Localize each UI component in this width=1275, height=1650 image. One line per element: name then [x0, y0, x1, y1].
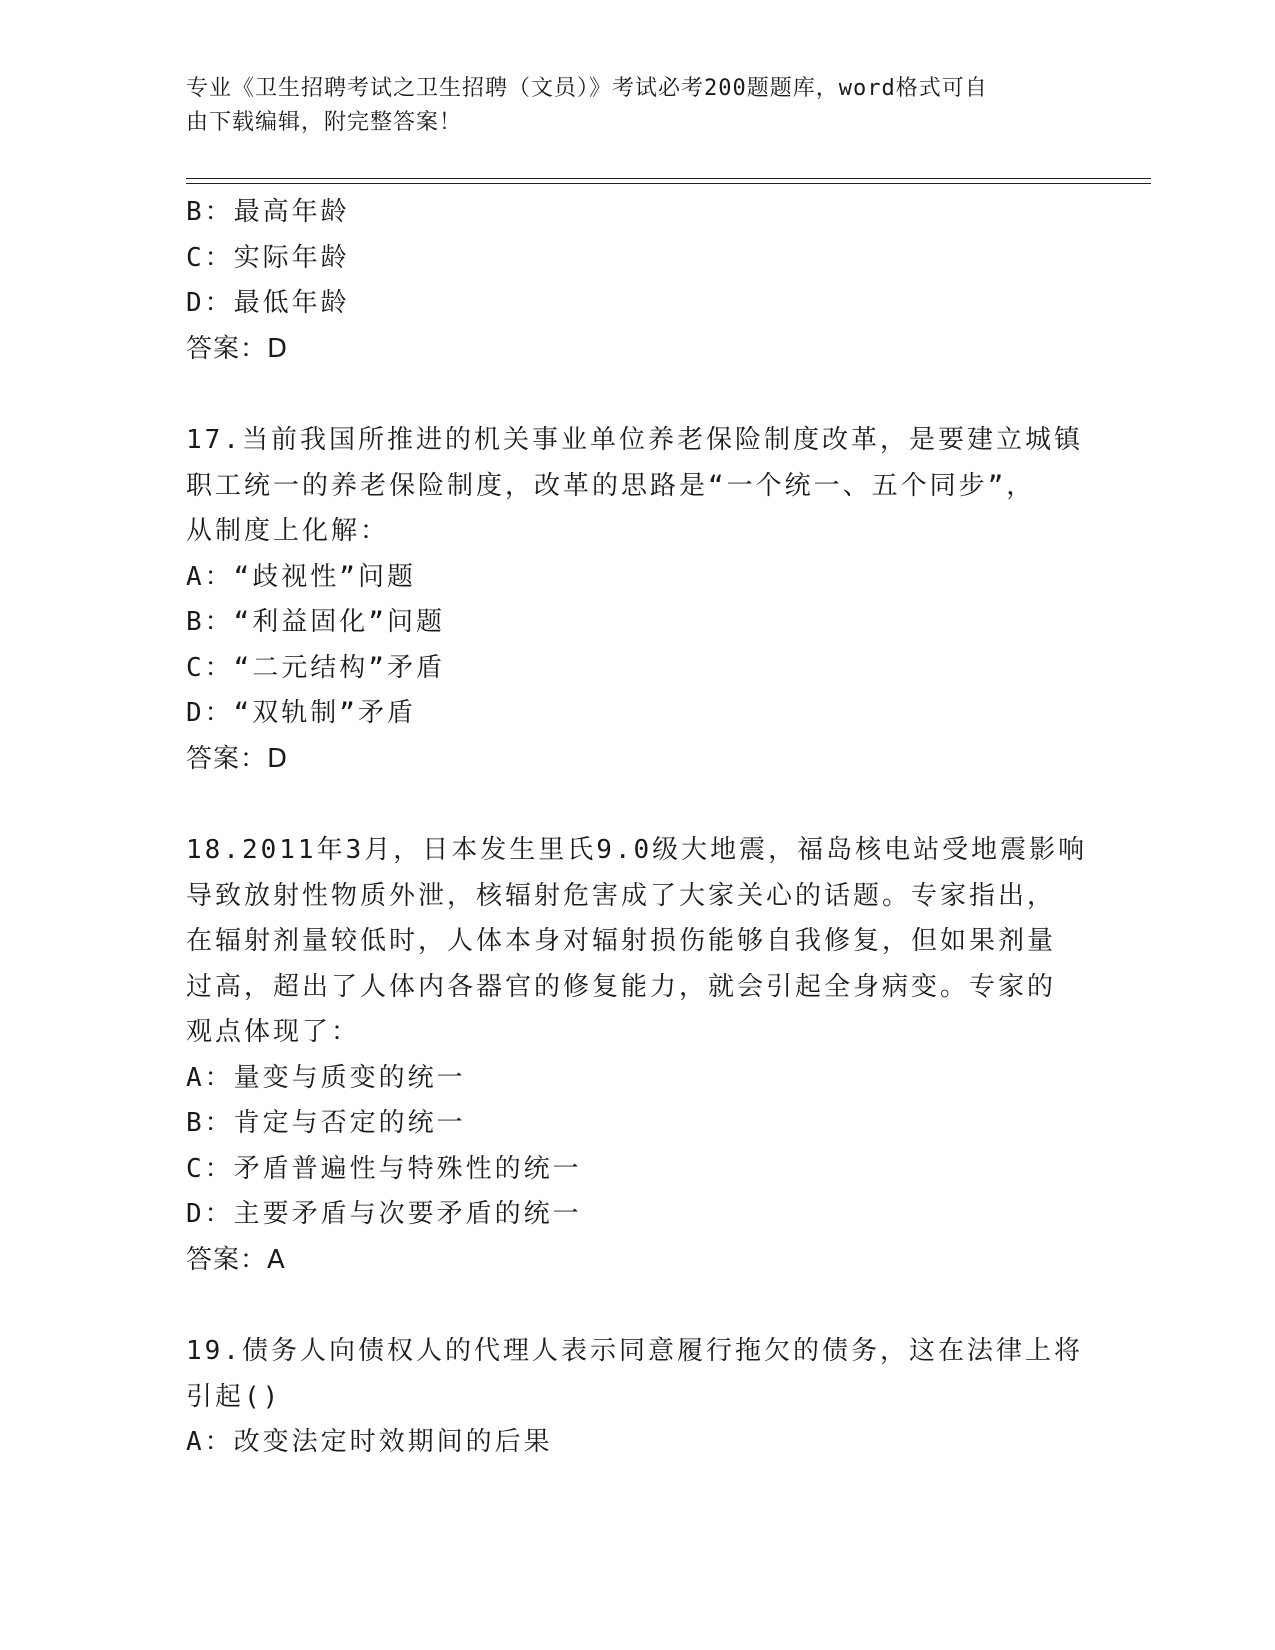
question-17-option-a: A：“歧视性”问题 [186, 561, 416, 592]
question-19-option-a: A：改变法定时效期间的后果 [186, 1427, 553, 1457]
header-line-2: 由下载编辑，附完整答案！ [186, 110, 463, 135]
question-18-stem-line-4: 过高，超出了人体内各器官的修复能力，就会引起全身病变。专家的 [186, 971, 1057, 1002]
question-17-option-d: D：“双轨制”矛盾 [186, 698, 416, 728]
question-18-option-a: A：量变与质变的统一 [186, 1062, 466, 1093]
question-17-option-b: B：“利益固化”问题 [186, 607, 445, 637]
header-divider-top [186, 178, 1151, 179]
document-body [186, 190, 1086, 1466]
header-divider-bottom [186, 183, 1151, 184]
question-19 [186, 1329, 1086, 1466]
question-16-answer: 答案：D [186, 333, 289, 364]
spacer [186, 782, 1086, 828]
question-16 [186, 190, 1086, 372]
question-17-answer: 答案：D [186, 743, 289, 774]
question-17-stem-line-2: 职工统一的养老保险制度，改革的思路是“一个统一、五个同步”， [186, 470, 1036, 501]
header-line-1: 专业《卫生招聘考试之卫生招聘（文员）》考试必考200题题库，word格式可自 [186, 76, 988, 101]
question-17-stem-line-1: 17.当前我国所推进的机关事业单位养老保险制度改革，是要建立城镇 [186, 425, 1083, 455]
question-18-stem-line-1: 18.2011年3月，日本发生里氏9.0级大地震，福岛核电站受地震影响 [186, 835, 1088, 865]
question-17-option-c: C：“二元结构”矛盾 [186, 652, 445, 683]
document-header [186, 72, 1066, 140]
question-19-stem-line-1: 19.债务人向债权人的代理人表示同意履行拖欠的债务，这在法律上将 [186, 1336, 1083, 1366]
question-18-answer: 答案：A [186, 1244, 286, 1275]
question-17 [186, 418, 1086, 782]
question-18-stem-line-5: 观点体现了： [186, 1017, 361, 1047]
question-18-stem-line-2: 导致放射性物质外泄，核辐射危害成了大家关心的话题。专家指出， [186, 880, 1057, 911]
question-16-option-b: B：最高年龄 [186, 197, 350, 227]
question-18 [186, 828, 1086, 1283]
question-18-stem-line-3: 在辐射剂量较低时，人体本身对辐射损伤能够自我修复，但如果剂量 [186, 926, 1057, 956]
spacer [186, 372, 1086, 418]
question-18-option-c: C：矛盾普遍性与特殊性的统一 [186, 1153, 582, 1184]
question-18-option-d: D：主要矛盾与次要矛盾的统一 [186, 1199, 582, 1229]
question-16-option-c: C：实际年龄 [186, 242, 350, 273]
question-19-stem-line-2: 引起() [186, 1381, 282, 1412]
question-17-stem-line-3: 从制度上化解： [186, 516, 390, 546]
spacer [186, 1283, 1086, 1329]
question-18-option-b: B：肯定与否定的统一 [186, 1108, 466, 1138]
question-16-option-d: D：最低年龄 [186, 288, 350, 318]
